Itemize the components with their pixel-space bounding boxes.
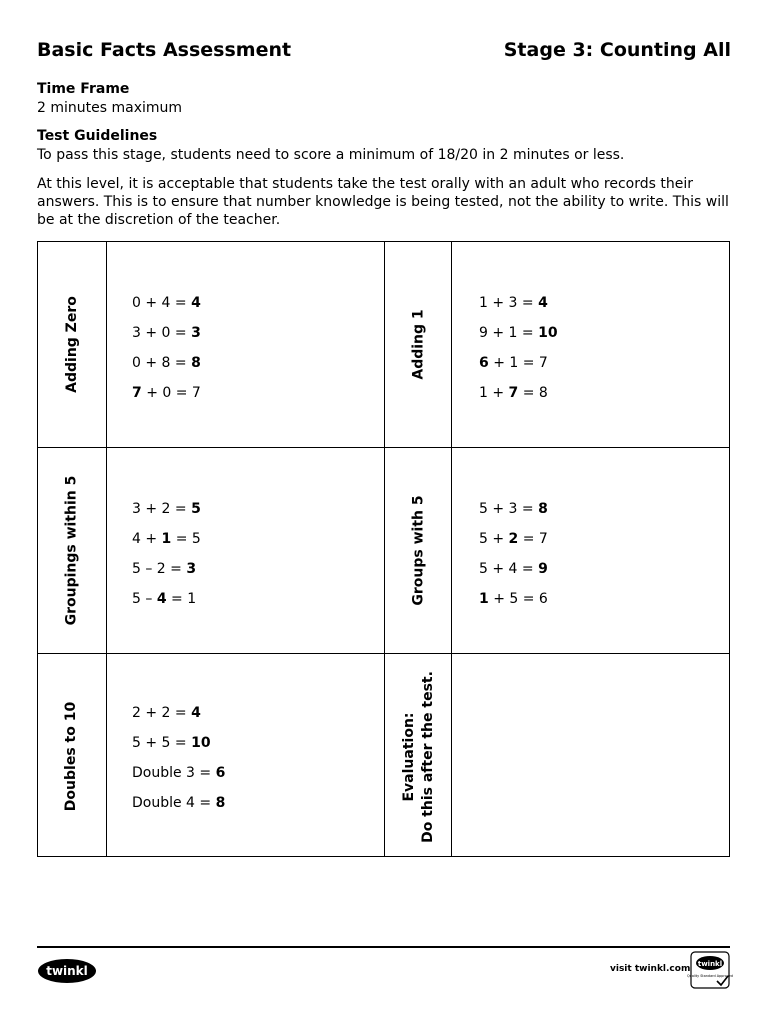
fact-item [132, 590, 201, 620]
fact-item [479, 500, 548, 530]
fact-item [479, 530, 548, 560]
fact-answer: 5 [191, 501, 201, 517]
evaluation-label-cell [385, 654, 453, 859]
evaluation-box[interactable] [452, 654, 729, 856]
fact-answer: 1 [161, 531, 172, 547]
fact-text: + 0 = 7 [141, 385, 201, 401]
badge-subtext: Quality Standard Approved [687, 974, 733, 978]
divider [106, 242, 107, 856]
fact-text: 5 + 3 = [479, 501, 539, 517]
facts-doubles-to-10 [132, 704, 225, 824]
fact-text: 0 + 8 = [132, 355, 192, 371]
fact-item [479, 384, 558, 414]
footer-divider [37, 946, 730, 948]
fact-answer: 4 [156, 591, 167, 607]
section-label-adding-zero: Adding Zero [63, 296, 80, 393]
fact-answer: 10 [538, 325, 558, 341]
section-label-adding-1: Adding 1 [410, 309, 427, 380]
fact-item [132, 704, 225, 734]
facts-adding-zero [132, 294, 201, 414]
fact-answer: 3 [191, 325, 201, 341]
fact-answer: 8 [538, 501, 548, 517]
fact-text: 0 + 4 = [132, 295, 192, 311]
fact-text: = 1 [166, 591, 197, 607]
fact-text: 5 + 4 = [479, 561, 539, 577]
fact-item [132, 294, 201, 324]
fact-answer: 6 [479, 355, 489, 371]
guidelines-heading: Test Guidelines [37, 128, 158, 144]
visit-link[interactable]: visit twinkl.com [610, 964, 691, 974]
fact-text: 4 + [132, 531, 162, 547]
fact-answer: 10 [191, 735, 211, 751]
fact-item [479, 324, 558, 354]
fact-item [132, 354, 201, 384]
fact-text: + 5 = 6 [488, 591, 548, 607]
fact-item [132, 560, 201, 590]
facts-groups-with-5 [479, 500, 548, 620]
fact-text: = 5 [171, 531, 201, 547]
fact-item [132, 530, 201, 560]
fact-text: 5 – [132, 591, 157, 607]
fact-answer: 8 [191, 355, 201, 371]
evaluation-label [400, 671, 438, 843]
fact-item [479, 294, 558, 324]
fact-answer: 6 [215, 765, 226, 781]
guidelines-note: At this level, it is acceptable that students take the test orally with an adult who records their answers. This is to ensure that number knowledge is being tested, not the ability to write. This will be at the discretion of the teacher. [37, 176, 729, 228]
fact-text: Double 4 = [132, 795, 216, 811]
logo-text: twinkl [46, 964, 88, 978]
page-title: Basic Facts Assessment [37, 39, 292, 61]
section-label-doubles-to-10: Doubles to 10 [63, 701, 80, 812]
fact-item [479, 560, 548, 590]
badge-text: twinkl [697, 960, 723, 968]
fact-item [132, 734, 225, 764]
fact-text: 2 + 2 = [132, 705, 192, 721]
fact-answer: 4 [538, 295, 548, 311]
fact-text: = 8 [518, 385, 548, 401]
fact-text: Double 3 = [132, 765, 216, 781]
fact-text: 1 + [479, 385, 509, 401]
fact-item [132, 794, 225, 824]
section-label-groups-with-5: Groups with 5 [410, 495, 427, 606]
twinkl-logo-icon[interactable] [37, 958, 97, 984]
fact-text: 3 + 2 = [132, 501, 192, 517]
fact-item [479, 590, 548, 620]
fact-answer: 8 [215, 795, 226, 811]
section-label-cell [385, 242, 453, 447]
fact-item [132, 384, 201, 414]
fact-answer: 4 [191, 295, 201, 311]
quality-badge-icon [687, 951, 733, 989]
fact-text: 5 + [479, 531, 509, 547]
fact-answer: 1 [479, 591, 489, 607]
facts-adding-1 [479, 294, 558, 414]
evaluation-line1: Evaluation: [401, 711, 417, 802]
time-frame-heading: Time Frame [37, 81, 130, 97]
fact-answer: 3 [186, 561, 197, 577]
fact-answer: 7 [132, 385, 142, 401]
evaluation-line2: Do this after the test. [420, 670, 436, 843]
fact-text: = 7 [518, 531, 548, 547]
fact-text: 1 + 3 = [479, 295, 539, 311]
time-frame-text: 2 minutes maximum [37, 100, 183, 116]
fact-answer: 4 [191, 705, 201, 721]
fact-text: 5 + 5 = [132, 735, 192, 751]
section-label-cell [38, 654, 106, 859]
fact-text: 3 + 0 = [132, 325, 192, 341]
fact-answer: 2 [508, 531, 519, 547]
section-label-cell [38, 448, 106, 653]
fact-item [132, 500, 201, 530]
divider [38, 447, 729, 448]
fact-text: 5 – 2 = [132, 561, 187, 577]
fact-item [132, 324, 201, 354]
fact-text: + 1 = 7 [488, 355, 548, 371]
section-label-cell [38, 242, 106, 447]
assessment-grid [37, 241, 730, 857]
section-label-groupings-within-5: Groupings within 5 [63, 475, 80, 626]
facts-groupings-within-5 [132, 500, 201, 620]
fact-item [479, 354, 558, 384]
fact-answer: 9 [538, 561, 548, 577]
stage-title: Stage 3: Counting All [503, 39, 731, 61]
fact-text: 9 + 1 = [479, 325, 539, 341]
fact-answer: 7 [508, 385, 519, 401]
section-label-cell [385, 448, 453, 653]
fact-item [132, 764, 225, 794]
guidelines-text: To pass this stage, students need to score a minimum of 18/20 in 2 minutes or less. [37, 147, 625, 163]
